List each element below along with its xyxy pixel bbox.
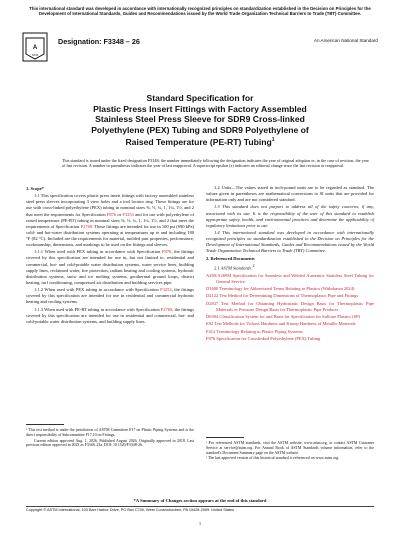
footnote-divider (26, 424, 64, 425)
page-number: 1 (198, 521, 202, 526)
right-column (206, 185, 374, 343)
reference-item: E92 Test Methods for Vickers Hardness and Knoop Hardness of Metallic Materials (206, 321, 356, 327)
ref-link-f3253[interactable]: F3253 (122, 211, 134, 217)
designation: Designation: F3348 – 26 (58, 37, 140, 46)
footnotes-left (26, 428, 194, 449)
summary-of-changes-note: *A Summary of Changes section appears at the end of this standard (133, 498, 267, 503)
section-heading-scope: 1. Scope* (26, 186, 44, 191)
paragraph-1-1-1: 1.1.1 When used with PEX tubing in accordance with Specification F876, the fittings covered by this specification are intended for use in, but not limited to, residential and commercial, hot- and cold-potable water distribution systems, water service lines, building supply lines, reclaimed water, fire protection, radiant heating and cooling systems, hydronic distribution systems, snow and ice melting systems, geothermal ground loops, district heating, turf conditioning, compressed air distribution and building services pipe. (26, 249, 195, 285)
title-line: Stainless Steel Press Sleeve for SDR9 Cross-linked (95, 114, 305, 125)
ref-link-d2122[interactable]: D2122 (206, 293, 219, 299)
paragraph-1-1: 1.1 This specification covers plastic press insert fittings with factory assembled stainless steel press sleeves incorporating 3 view holes and a tool locator ring. These fittings are for use with cross-linked polyethylene (PEX) tubing in nominal sizes ⅜, ½, ¾, 1, 1¼, 1½, and 2 that meet the requirements for Specification F876 or F3253 and for use with polyethylene of raised temperature (PE-RT) tubing in nominal sizes ⅜, ½, ¾, 1, 1¼, 1½, and 2 that meet the requirements of Specification F2769. These fittings are intended for use in 100 psi (690 kPa) cold- and hot-water distribution systems operating at temperatures up to and including 180 °F (82 °C). Included are the requirements for material, molded part properties, performance, workmanship, dimensions, and markings to be used on the fittings and sleeves. (26, 193, 195, 248)
ref-link-d1600[interactable]: D1600 (206, 286, 219, 292)
footnote: ³ The last approved version of this historical standard is referenced on www.astm.org. (206, 456, 340, 461)
reference-item: A269/A269M Specification for Seamless and Welded Austenitic Stainless Steel Tubing for General Service (206, 272, 374, 284)
svg-text:STM: STM (31, 53, 39, 57)
tbt-notice: This international standard was developed in accordance with internationally recognized principles on standardization established in the Decision on Principles for the Development of International Standards, Guides and Recommendations issued by the World Trade Organization Technical Barriers to Trade (TBT) Committee. (29, 6, 371, 17)
paragraph-1-2: 1.2 Units—The values stated in inch-pound units are to be regarded as standard. The values given in parentheses are mathematical conversions to SI units that are provided for information only and are not considered standard. (206, 185, 375, 203)
paragraph-1-3: 1.3 This standard does not purport to address all of the safety concerns, if any, associated with its use. It is the responsibility of the user of this standard to establish appropriate safety, health, and environmental practices and determine the applicability of regulatory limitations prior to use. (206, 204, 374, 228)
reference-item: D1600 Terminology for Abbreviated Terms Relating to Plastics (Withdrawn 2024) (206, 286, 355, 292)
paragraph-1-1-3: 1.1.3 When used with PE-RT tubing in accordance with Specification F2769, the fittings covered by this specification are intended for use in residential and commercial, hot- and cold-potable water distribution systems, and building supply lines. (26, 306, 194, 324)
copyright-notice: Copyright © ASTM International, 100 Barr Harbor Drive, PO Box C700, West Conshohocken, PA 19428-2959. United States (26, 508, 235, 512)
ref-link-f3253[interactable]: F3253 (160, 287, 172, 293)
ref-link-f2769[interactable]: F2769 (160, 306, 173, 312)
issued-note: This standard is issued under the fixed designation F3348; the number immediately following the designation indicates the year of original adoption or, in the case of revision, the year of last revision. A number in parentheses indicates the year of last reapproval. A superscript epsilon (ε) indicates an editorial change since the last revision or reapproval. (62, 158, 369, 169)
ref-link-f876[interactable]: F876 (106, 211, 117, 217)
reference-item: D2837 Test Method for Obtaining Hydrostatic Design Basis for Thermoplastic Pipe Materials or Pressure Design Basis for Thermoplastic Pipe Products (206, 300, 374, 312)
left-column (26, 185, 194, 326)
association-label: An American National Standard (313, 38, 378, 43)
reference-item: D6394 Classification System for and Basis for Specification for Sulfone Plastics (SP) (206, 313, 361, 319)
svg-text:A: A (32, 45, 38, 51)
ref-link-d6394[interactable]: D6394 (206, 313, 219, 319)
ref-link-f876[interactable]: F876 (206, 335, 216, 341)
title-line: Raised Temperature (PE-RT) Tubing$^1$ (125, 137, 275, 148)
title-line: Plastic Press Insert Fittings with Factory Assembled (93, 103, 307, 114)
ref-link-f876[interactable]: F876 (162, 249, 172, 255)
reference-item: F412 Terminology Relating to Plastic Piping Systems (206, 328, 303, 334)
title-line: Standard Specification for (146, 93, 254, 103)
paragraph-1-4: 1.4 This international standard was developed in accordance with internationally recognized principles on standardization established in the Decision on Principles for the Development of International Standards, Guides and Recommendations issued by the World Trade Organization Technical Barriers to Trade (TBT) Committee. (206, 230, 374, 254)
footnotes-right (206, 441, 374, 462)
title-line: Polyethylene (PEX) Tubing and SDR9 Polyethylene of (91, 124, 309, 135)
copyright-divider (26, 506, 374, 507)
ref-link-d2837[interactable]: D2837 (206, 300, 219, 306)
document-title (40, 93, 360, 148)
reference-item: D2122 Test Method for Determining Dimensions of Thermoplastic Pipe and Fittings (206, 293, 359, 299)
ref-link-a269[interactable]: A269/A269M (206, 272, 232, 278)
section-heading-referenced-documents: 2. Referenced Documents (206, 255, 255, 261)
ref-link-f2769[interactable]: F2769 (80, 223, 93, 229)
footnote: ² For referenced ASTM standards, visit the ASTM website, www.astm.org, or contact ASTM Customer Service at service@astm.org. For Annual Book of ASTM Standards volume information, refer to the standard's Document Summary page on the ASTM website. (206, 441, 374, 455)
footnote: ¹ This test method is under the jurisdiction of ASTM Committee F17 on Plastic Piping Systems and is the direct responsibility of Subcommittee F17.10 on Fittings. (26, 428, 194, 437)
reference-item: F876 Specification for Crosslinked Polyethylene (PEX) Tubing (206, 335, 321, 341)
astm-logo (22, 32, 48, 62)
footnote-divider (206, 437, 244, 438)
ref-link-f412[interactable]: F412 (206, 328, 216, 334)
paragraph-1-1-2: 1.1.2 When used with PEX tubing in accordance with Specification F3253, the fittings covered by this specification are intended for use in residential and commercial hydronic heating and cooling systems. (26, 287, 195, 305)
astm-standards-label: 2.1 ASTM Standards:$^2$ (214, 263, 255, 271)
footnote: Current edition approved Aug. 1, 2026. Published August 2026. Originally approved in 2018. Last previous edition approved in 2023 as F3348–23a. DOI: 10.1520/F3348-26. (26, 438, 194, 448)
title-footnote-mark: 1 (271, 137, 275, 144)
ref-link-e92[interactable]: E92 (206, 321, 214, 327)
